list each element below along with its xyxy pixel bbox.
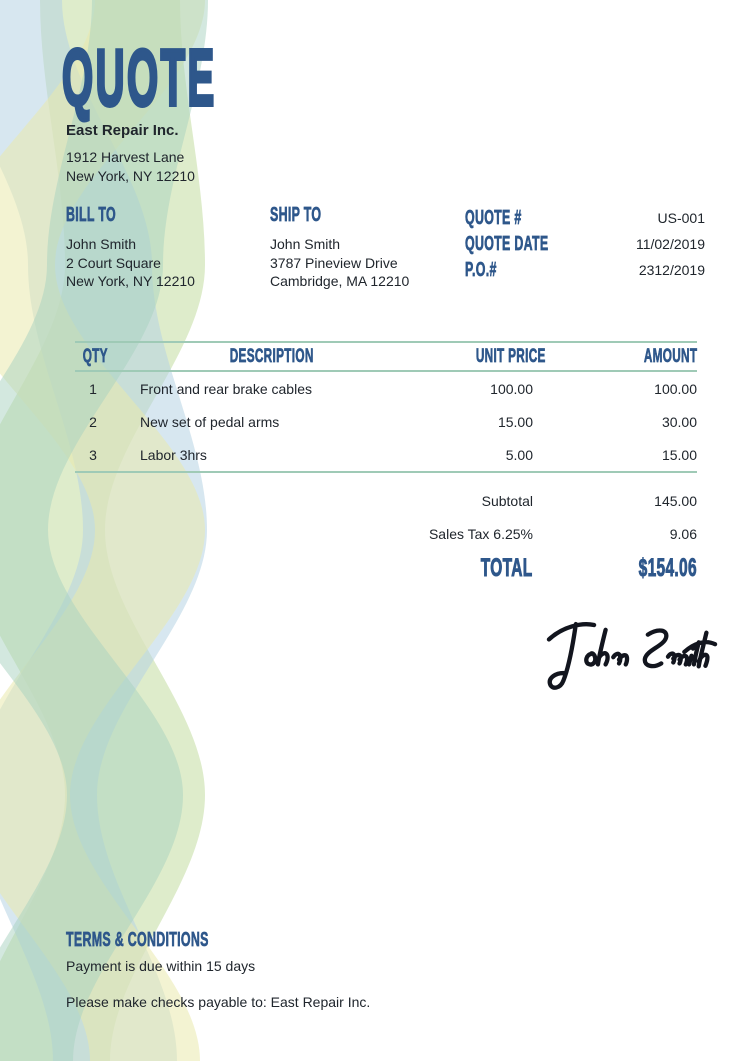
ship-to-street: 3787 Pineview Drive: [270, 254, 398, 271]
items-table: [75, 341, 697, 473]
items-table-header: [75, 341, 697, 372]
quote-meta-block: [465, 205, 705, 283]
item-description: New set of pedal arms: [140, 413, 280, 430]
terms-label: TERMS & CONDITIONS: [66, 929, 209, 951]
table-row: [75, 405, 697, 438]
total-label: TOTAL: [481, 553, 533, 582]
company-address-line2: New York, NY 12210: [66, 167, 195, 184]
terms-line: Please make checks payable to: East Repair Inc.: [66, 994, 371, 1010]
ship-to-block: [270, 205, 460, 291]
table-row: [75, 438, 697, 471]
company-name: East Repair Inc.: [66, 122, 179, 139]
ship-to-name: John Smith: [270, 236, 341, 252]
qty-column-header: QTY: [82, 345, 108, 367]
sales-tax-row: [75, 517, 697, 550]
amount-column-header: AMOUNT: [643, 345, 697, 367]
bill-to-name: John Smith: [66, 236, 137, 252]
unit-price-column-header: UNIT PRICE: [475, 345, 546, 367]
item-description: Front and rear brake cables: [140, 380, 312, 397]
po-number-value: 2312/2019: [638, 262, 705, 278]
totals-block: [75, 484, 697, 586]
company-block: [66, 122, 195, 185]
description-column-header: DESCRIPTION: [230, 345, 314, 367]
bill-to-city: New York, NY 12210: [66, 273, 195, 289]
ship-to-label: SHIP TO: [270, 204, 322, 226]
signature-image: [543, 602, 721, 698]
item-amount: 30.00: [661, 413, 697, 430]
page-title: QUOTE: [62, 33, 217, 122]
item-amount: 15.00: [661, 446, 697, 463]
terms-line: Payment is due within 15 days: [66, 958, 256, 974]
ship-to-city: Cambridge, MA 12210: [270, 273, 410, 289]
item-amount: 100.00: [654, 380, 697, 397]
bill-to-block: [66, 205, 256, 291]
company-address-line1: 1912 Harvest Lane: [66, 149, 185, 165]
subtotal-label: Subtotal: [481, 492, 533, 509]
subtotal-value: 145.00: [654, 492, 697, 509]
quote-number-label: QUOTE #: [465, 207, 522, 229]
table-row: [75, 372, 697, 405]
quote-date-row: [465, 231, 705, 257]
bill-to-label: BILL TO: [66, 204, 116, 226]
item-qty: 2: [89, 413, 97, 430]
po-number-label: P.O.#: [465, 259, 497, 281]
quote-date-label: QUOTE DATE: [465, 233, 549, 255]
item-unit-price: 5.00: [505, 446, 533, 463]
subtotal-row: [75, 484, 697, 517]
quote-date-value: 11/02/2019: [635, 236, 705, 252]
total-value: $154.06: [638, 553, 697, 582]
quote-number-value: US-001: [657, 210, 705, 226]
item-qty: 3: [89, 446, 97, 463]
item-description: Labor 3hrs: [140, 446, 207, 463]
item-qty: 1: [89, 380, 97, 397]
terms-block: [66, 930, 370, 1010]
sales-tax-value: 9.06: [669, 525, 697, 542]
quote-number-row: [465, 205, 705, 231]
total-row: [75, 550, 697, 586]
po-number-row: [465, 257, 705, 283]
item-unit-price: 15.00: [497, 413, 533, 430]
sales-tax-label: Sales Tax 6.25%: [428, 525, 533, 542]
item-unit-price: 100.00: [490, 380, 533, 397]
bill-to-street: 2 Court Square: [66, 254, 161, 271]
